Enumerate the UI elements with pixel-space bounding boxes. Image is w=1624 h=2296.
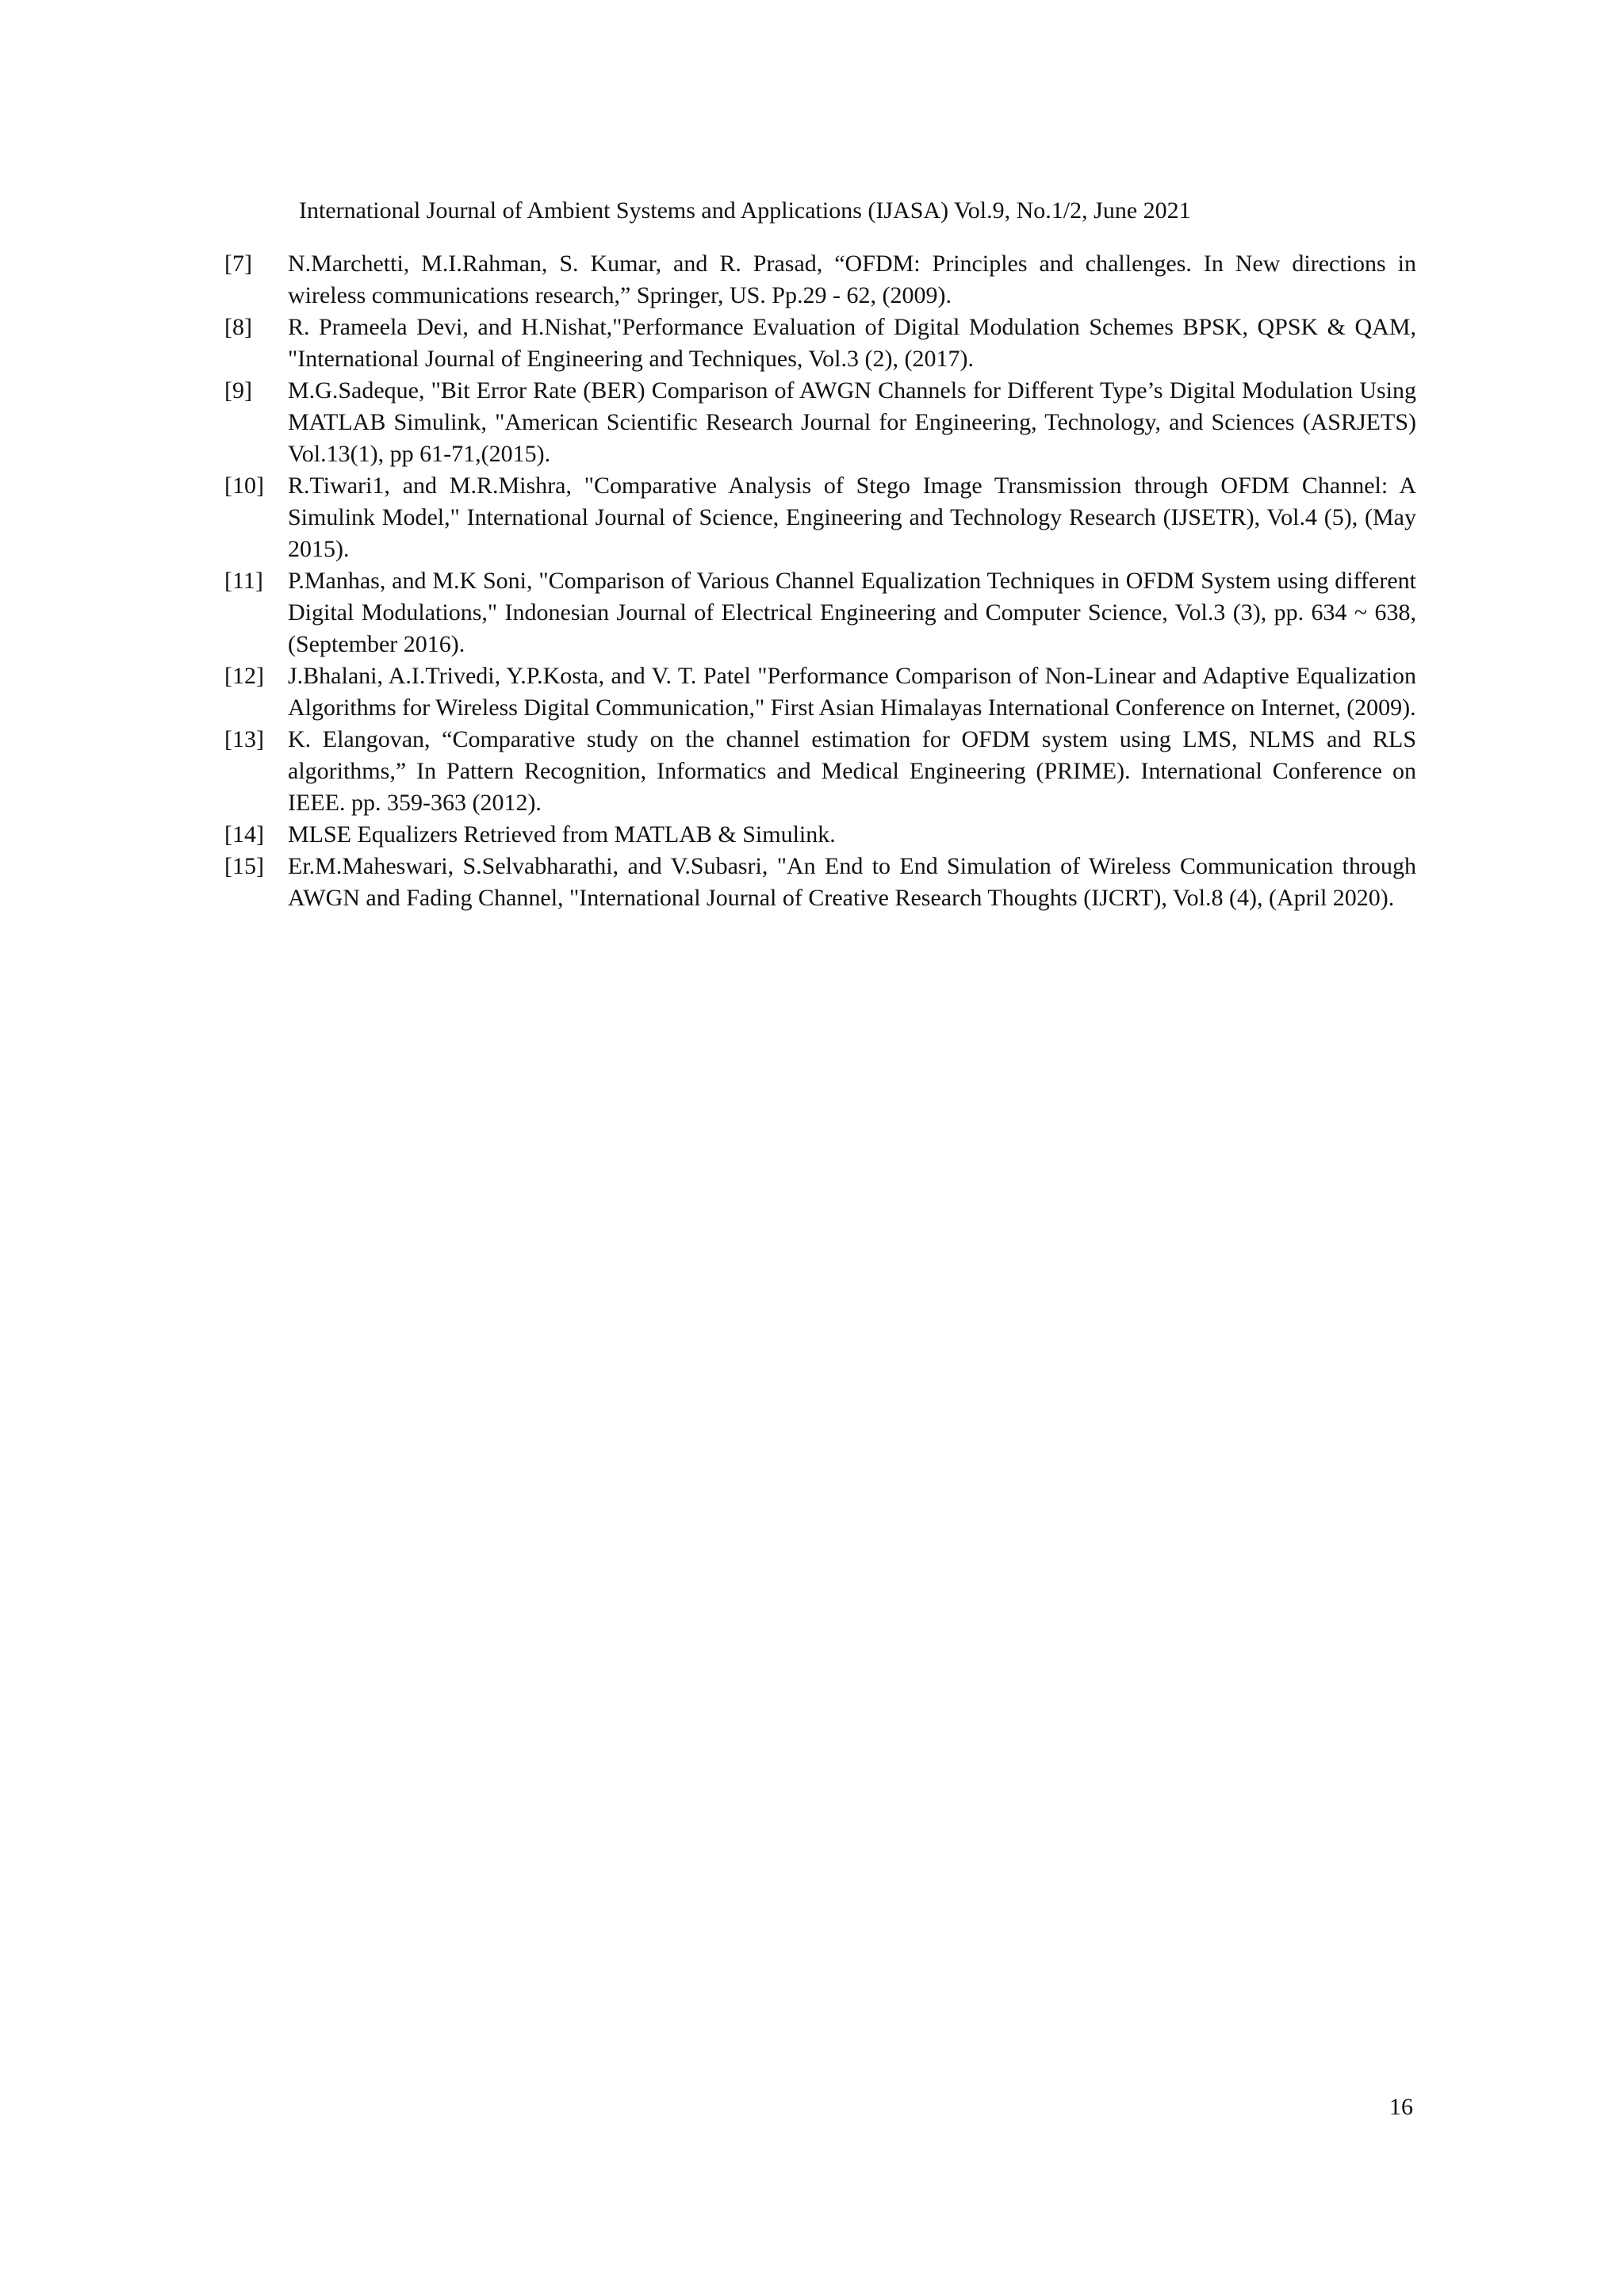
- reference-number: [12]: [224, 663, 264, 689]
- reference-number: [15]: [224, 853, 264, 879]
- reference-number: [9]: [224, 377, 252, 404]
- reference-text: Er.M.Maheswari, S.Selvabharathi, and V.Subasri, "An End to End Simulation of Wireless Communication through AWGN and Fading Channel, "International Journal of Creative Research Thoughts (IJCRT), Vol.8 (4), (April 2020).: [288, 853, 1416, 911]
- reference-number: [8]: [224, 314, 252, 340]
- reference-text: R. Prameela Devi, and H.Nishat,"Performance Evaluation of Digital Modulation Schemes BPSK, QPSK & QAM, "International Journal of Engineering and Techniques, Vol.3 (2), (2017).: [288, 314, 1416, 372]
- reference-text: K. Elangovan, “Comparative study on the channel estimation for OFDM system using LMS, NLMS and RLS algorithms,” In Pattern Recognition, Informatics and Medical Engineering (PRIME). International Conference on IEEE. pp. 359-363 (2012).: [288, 726, 1416, 816]
- reference-text: M.G.Sadeque, "Bit Error Rate (BER) Comparison of AWGN Channels for Different Type’s Digital Modulation Using MATLAB Simulink, "American Scientific Research Journal for Engineering, Technology, and Sciences (ASRJETS) Vol.13(1), pp 61-71,(2015).: [288, 377, 1416, 467]
- reference-number: [10]: [224, 473, 264, 499]
- reference-text: R.Tiwari1, and M.R.Mishra, "Comparative Analysis of Stego Image Transmission through OFDM Channel: A Simulink Model," International Journal of Science, Engineering and Technology Research (IJSETR), Vol.4 (5), (May 2015).: [288, 473, 1416, 562]
- reference-number: [7]: [224, 251, 252, 277]
- reference-item: [224, 470, 1416, 565]
- reference-text: J.Bhalani, A.I.Trivedi, Y.P.Kosta, and V. T. Patel "Performance Comparison of Non-Linear and Adaptive Equalization Algorithms for Wireless Digital Communication," First Asian Himalayas International Conference on Internet, (2009).: [288, 663, 1416, 721]
- reference-item: [224, 375, 1416, 470]
- running-header: International Journal of Ambient Systems and Applications (IJASA) Vol.9, No.1/2, June 2021: [299, 197, 1191, 224]
- page-number: 16: [1389, 2094, 1413, 2120]
- reference-number: [11]: [224, 568, 263, 594]
- reference-item: [224, 724, 1416, 819]
- reference-item: [224, 819, 1416, 851]
- reference-number: [13]: [224, 726, 264, 752]
- reference-item: [224, 851, 1416, 914]
- reference-item: [224, 565, 1416, 660]
- reference-text: N.Marchetti, M.I.Rahman, S. Kumar, and R. Prasad, “OFDM: Principles and challenges. In New directions in wireless communications research,” Springer, US. Pp.29 - 62, (2009).: [288, 251, 1416, 308]
- reference-number: [14]: [224, 821, 264, 848]
- reference-item: [224, 660, 1416, 724]
- reference-text: MLSE Equalizers Retrieved from MATLAB & Simulink.: [288, 821, 836, 848]
- reference-text: P.Manhas, and M.K Soni, "Comparison of Various Channel Equalization Techniques in OFDM System using different Digital Modulations," Indonesian Journal of Electrical Engineering and Computer Science, Vol.3 (3), pp. 634 ~ 638, (September 2016).: [288, 568, 1416, 657]
- reference-list: [224, 248, 1416, 914]
- reference-item: [224, 248, 1416, 312]
- reference-item: [224, 312, 1416, 375]
